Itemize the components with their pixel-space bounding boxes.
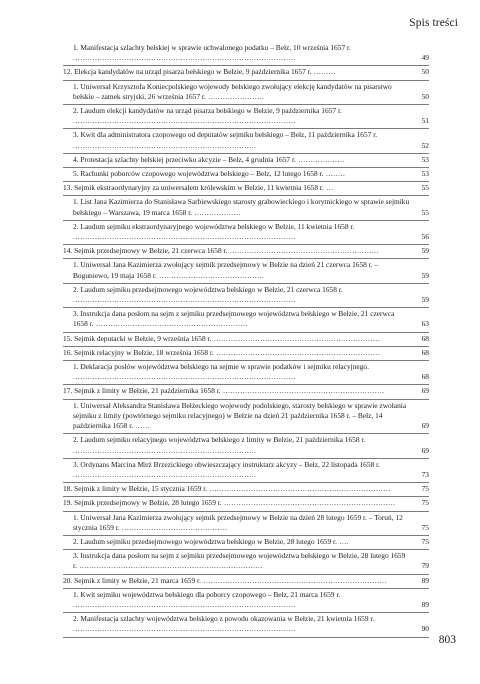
toc-entry-page: 75 <box>421 536 429 546</box>
running-head-title: Spis treści <box>409 17 458 29</box>
toc-entry-title: 16. Sejmik relacyjny w Bełzie, 18 września 1658 r. ................................................................... <box>63 347 381 357</box>
dot-leader: ........................................................................................... <box>73 53 296 63</box>
toc-entry-page: 89 <box>421 599 429 609</box>
toc-entry <box>63 613 429 637</box>
toc-entry-page: 55 <box>421 183 429 193</box>
toc-entry-title: 14. Sejmik przedsejmowy w Bełzie, 21 czerwca 1658 r. ............................................................. <box>63 246 380 256</box>
toc-entry-title: 1. Uniwersał Aleksandra Stanisława Bełżeckiego wojewody podolskiego, starosty bełskiego w sprawie zwołania sejmiku z limity (powtórnego sejmiku relacyjnego) w Bełzie na dzień 21 października 1658 r. – Bełz, 14 października 1658 r. ...... <box>73 400 407 431</box>
toc-entry <box>63 459 429 483</box>
toc-entry-title: 1. Uniwersał Jana Kazimierza zwołujący sejmik przedsejmowy w Bełzie na dzień 21 czerwca 1658 r. – Boguniewo, 19 maja 1658 r. ........................................... <box>73 260 379 280</box>
dot-leader: ........................................... <box>119 522 228 532</box>
toc-entry-title: 12. Elekcja kandydatów na urząd pisarza bełskiego w Bełzie, 9 października 1657 r. ......... <box>63 67 337 77</box>
dot-leader: ........................................................................................... <box>73 295 296 305</box>
dot-leader: ........ <box>323 169 346 179</box>
toc-entry <box>63 105 429 129</box>
toc-entry <box>63 259 429 283</box>
toc-entry-page: 59 <box>421 246 429 256</box>
toc-entry-title: 1. Uniwersał Jana Kazimierza zwołujący sejmik przedsejmowy w Bełzie na dzień 28 lutego 1659 r. – Toruń, 12 stycznia 1659 r. ........................................... <box>73 512 403 532</box>
toc-entry-title: 13. Sejmik ekstraordynaryjny za uniwersałem królewskim w Bełzie, 11 kwietnia 1658 r. ... <box>63 183 334 193</box>
toc-entry <box>63 483 429 497</box>
toc-entry <box>63 66 429 80</box>
dot-leader: ... <box>323 183 334 193</box>
toc-entry <box>63 168 429 182</box>
dot-leader: ................................................................... <box>213 347 381 357</box>
toc-entry-title: 19. Sejmik przedsejmowy w Bełzie, 28 lutego 1659 r. ...................................................................... <box>63 498 396 508</box>
dot-leader: ........................................................................................... <box>73 372 296 382</box>
toc-entry <box>63 361 429 385</box>
toc-entry-page: 50 <box>421 91 429 101</box>
toc-entry-title: 3. Instrukcja dana posłom na sejm z sejmiku przedsejmowego województwa bełskiego w Bełzie, 28 lutego 1659 r. ........................................................................... <box>73 551 406 571</box>
toc-entry-page: 53 <box>421 169 429 179</box>
toc-entry-title: 4. Protestacja szlachty bełskiej przeciwko akcyzie – Bełz, 4 grudnia 1657 r. ................... <box>73 154 345 164</box>
toc-entry <box>63 182 429 196</box>
dot-leader: ......... <box>311 67 337 77</box>
toc-entry-page: 52 <box>421 140 429 150</box>
toc-entry-title: 1. List Jana Kazimierza do Stanisława Sarbiewskiego starosty grabowieckiego i korytnickiego w sprawie sejmiku bełskiego – Warszawa, 19 marca 1658 r. ................... <box>73 197 410 217</box>
dot-leader: .............................................................. <box>93 319 248 329</box>
dot-leader: .... <box>336 536 350 546</box>
toc-entry <box>63 129 429 153</box>
toc-entry-page: 68 <box>421 333 429 343</box>
dot-leader: ...... <box>133 421 151 431</box>
toc-entry <box>63 308 429 332</box>
dot-leader: ........................................................................... <box>76 561 263 571</box>
dot-leader: ...................................................................... <box>221 498 396 508</box>
dot-leader: ........................................................................... <box>73 469 257 479</box>
toc-entry-title: 1. Deklaracja posłów województwa bełskiego na sejmie w sprawie podatków i sejmiku relacyjnego. ........................................................................................... <box>73 362 369 382</box>
toc-entry-page: 68 <box>421 347 429 357</box>
toc-entry <box>63 347 429 361</box>
toc-entry <box>63 512 429 536</box>
toc-entry <box>63 154 429 168</box>
toc-entry <box>63 400 429 435</box>
dot-leader: .......................................................................... <box>207 484 391 494</box>
toc-entry-title: 2. Laudum sejmiku relacyjnego województwa bełskiego z limity w Bełzie, 21 października 1658 r. ........................................................................... <box>73 435 366 455</box>
toc-entry-page: 59 <box>421 270 429 280</box>
toc-entry <box>63 575 429 589</box>
toc-entry-title: 5. Rachunki poborców czopowego województwa bełskiego – Bełz, 12 lutego 1658 r. ........ <box>73 169 346 179</box>
toc-entry-page: 89 <box>421 575 429 585</box>
toc-entry <box>63 385 429 399</box>
toc-entry <box>63 284 429 308</box>
page-number: 803 <box>438 634 456 646</box>
toc-entry <box>63 333 429 347</box>
toc-entry-title: 2. Laudum elekcji kandydatów na urząd pisarza bełskiego w Bełzie, 9 października 1657 r. ........................................................................................... <box>73 106 342 126</box>
dot-leader: ................... <box>295 154 345 164</box>
dot-leader: .................................................................. <box>220 386 385 396</box>
toc-entry-page: 69 <box>421 421 429 431</box>
toc-entry <box>63 81 429 105</box>
toc-entry-page: 69 <box>421 445 429 455</box>
toc-entry-page: 75 <box>421 522 429 532</box>
toc-entry-title: 15. Sejmik deputacki w Bełzie, 9 września 1658 r. .................................................................... <box>63 333 381 343</box>
toc-entry-title: 2. Laudum sejmiku przedsejmowego województwa bełskiego w Bełzie, 28 lutego 1659 r. .... <box>73 536 350 546</box>
toc-entry-title: 18. Sejmik z limity w Bełzie, 15 stycznia 1659 r. .......................................................................... <box>63 484 391 494</box>
toc-entry-page: 75 <box>421 484 429 494</box>
dot-leader: ................... <box>192 207 242 217</box>
dot-leader: ........................................................................................... <box>73 232 296 242</box>
dot-leader: ........................................................................................... <box>73 116 296 126</box>
dot-leader: ........................................................................... <box>73 140 257 150</box>
toc-entry-page: 51 <box>421 116 429 126</box>
toc-entry <box>63 550 429 574</box>
toc-entry-page: 49 <box>421 53 429 63</box>
toc-entry <box>63 497 429 511</box>
dot-leader: ............................................................. <box>227 246 380 256</box>
toc-entry-title: 1. Uniwersał Krzysztofa Koniecpolskiego wojewody bełskiego zwołujący elekcję kandydatów na pisarstwo bełskie – zamek stryjski, 26 września 1657 r. ....................... <box>73 81 392 101</box>
dot-leader: ....................... <box>205 91 265 101</box>
table-of-contents <box>63 42 429 638</box>
toc-entry-page: 79 <box>421 561 429 571</box>
toc-entry <box>63 536 429 550</box>
toc-entry <box>63 221 429 245</box>
toc-entry <box>63 434 429 458</box>
toc-entry-title: 2. Manifestacja szlachty województwa bełskiego z powodu okazowania w Bełzie, 21 kwietnia 1659 r. ........................................................................................... <box>73 614 375 634</box>
toc-entry-title: 1. Kwit sejmiku województwa bełskiego dla poborcy czopowego – Bełz, 21 marca 1659 r. ........................................................................................... <box>73 589 341 609</box>
toc-entry-page: 56 <box>421 232 429 242</box>
dot-leader: .................................................................... <box>211 333 381 343</box>
dot-leader: ........................................................................... <box>200 575 387 585</box>
toc-entry-title: 3. Instrukcja dana posłom na sejm z sejmiku przedsejmowego województwa bełskiego w Bełzie, 21 czerwca 1658 r. .............................................................. <box>73 309 395 329</box>
toc-entry-title: 1. Manifestacja szlachty bełskiej w sprawie uchwalonego podatku – Bełz, 10 września 1657 r. ........................................................................................... <box>73 43 351 63</box>
toc-entry-title: 3. Kwit dla administratora czopowego od deputatów sejmiku bełskiego – Bełz, 11 października 1657 r. ........................................................................... <box>73 130 378 150</box>
toc-entry-title: 17. Sejmik z limity w Bełzie, 21 października 1658 r. .................................................................. <box>63 386 385 396</box>
toc-entry-title: 2. Laudum sejmiku ekstraordynaryjnego województwa bełskiego w Bełzie, 11 kwietnia 1658 r. ........................................................................................... <box>73 221 355 242</box>
dot-leader: ........................................... <box>156 270 265 280</box>
toc-entry-page: 75 <box>421 498 429 508</box>
toc-entry-page: 59 <box>421 295 429 305</box>
toc-entry-page: 55 <box>421 207 429 217</box>
toc-entry-title: 20. Sejmik z limity w Bełzie, 21 marca 1659 r. ........................................................................... <box>63 575 387 585</box>
dot-leader: ........................................................................................... <box>73 624 296 634</box>
toc-entry <box>63 245 429 259</box>
toc-entry <box>63 196 429 220</box>
toc-entry <box>63 42 429 66</box>
toc-entry-title: 2. Laudum sejmiku przedsejmowego województwa bełskiego w Bełzie, 21 czerwca 1658 r. ........................................................................................... <box>73 284 343 305</box>
dot-leader: ........................................................................................... <box>73 599 296 609</box>
toc-entry-page: 69 <box>421 386 429 396</box>
toc-entry-page: 90 <box>421 624 429 634</box>
toc-entry-page: 53 <box>421 154 429 164</box>
dot-leader: ........................................................................... <box>73 445 257 455</box>
toc-entry-page: 73 <box>421 469 429 479</box>
toc-entry-page: 68 <box>421 372 429 382</box>
toc-entry-page: 50 <box>421 67 429 77</box>
toc-entry-page: 63 <box>421 319 429 329</box>
toc-entry-title: 3. Ordynans Marcina Mirż Brzezickiego obwieszczający instruktarz akcyzy – Bełz, 22 listopada 1658 r. ........................................................................... <box>73 459 381 479</box>
toc-entry <box>63 589 429 613</box>
